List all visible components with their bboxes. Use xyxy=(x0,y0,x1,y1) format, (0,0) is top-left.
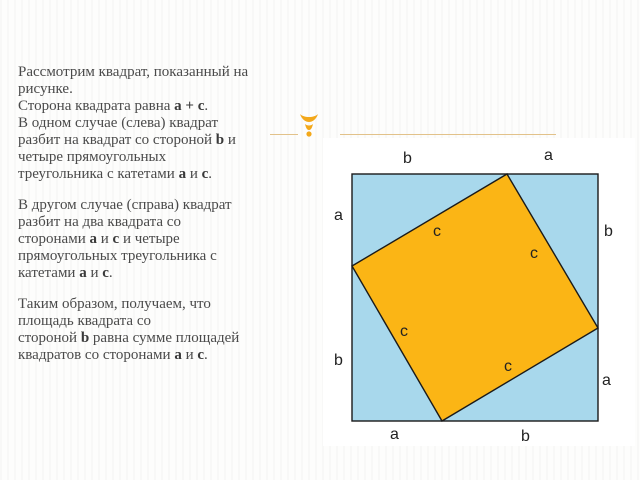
bold-term: c xyxy=(112,231,120,247)
text-run: . xyxy=(204,347,208,363)
text-line xyxy=(18,115,318,132)
bold-term: c xyxy=(102,265,109,281)
text-run: сторонами xyxy=(18,231,90,247)
text-run: и xyxy=(186,166,202,182)
label-bottom-b: b xyxy=(521,428,530,445)
text-run: . xyxy=(208,166,213,182)
text-run: разбит на квадрат со стороной xyxy=(18,132,216,148)
text-run: и xyxy=(96,231,113,247)
text-line xyxy=(18,347,318,364)
text-run: стороной xyxy=(18,330,81,346)
text-run: площадь квадрата со xyxy=(18,313,151,329)
text-run: Сторона квадрата равна xyxy=(18,98,175,114)
text-run: В одном случае (слева) квадрат xyxy=(18,115,219,131)
text-run: . xyxy=(204,98,209,114)
text-run: Таким образом, получаем, что xyxy=(18,296,211,312)
text-line xyxy=(18,64,318,81)
text-run: катетами xyxy=(18,265,80,281)
bold-term: c xyxy=(201,166,209,182)
label-bottom-a: a xyxy=(390,426,399,443)
label-left-b: b xyxy=(334,352,343,369)
text-line xyxy=(18,149,318,166)
text-run: рисунке. xyxy=(18,81,73,97)
text-run: квадратов со сторонами xyxy=(18,347,175,363)
label-right-b: b xyxy=(604,223,613,240)
bold-term: c xyxy=(197,347,205,363)
label-top-a: a xyxy=(544,147,553,164)
label-right-a: a xyxy=(602,372,611,389)
text-run: В другом случае (справа) квадрат xyxy=(18,197,232,213)
text-run: разбит на два квадрата со xyxy=(18,214,181,230)
text-line xyxy=(18,265,318,282)
label-inner-c1: c xyxy=(433,223,441,240)
text-run: и xyxy=(181,347,198,363)
label-top-b: b xyxy=(403,150,412,167)
text-run: и xyxy=(86,265,103,281)
label-left-a: a xyxy=(334,207,343,224)
text-line xyxy=(18,248,318,265)
text-line xyxy=(18,98,318,115)
paragraph-3 xyxy=(18,296,318,364)
bold-term: a + c xyxy=(174,98,205,114)
bold-term: a xyxy=(89,231,97,247)
text-run: четыре прямоугольных xyxy=(18,149,167,165)
text-run: треугольника с катетами xyxy=(18,166,179,182)
text-run: и xyxy=(224,132,236,148)
title-divider xyxy=(340,134,556,135)
text-run: . xyxy=(108,265,113,281)
label-inner-c4: c xyxy=(504,358,512,375)
text-run: и четыре xyxy=(119,231,180,247)
bold-term: a xyxy=(178,166,187,182)
text-run: Рассмотрим квадрат, показанный на xyxy=(18,64,249,80)
text-line xyxy=(18,197,318,214)
text-run: прямоугольных треугольника с xyxy=(18,248,217,264)
text-line xyxy=(18,330,318,347)
text-line xyxy=(18,166,318,183)
text-run: равна сумме площадей xyxy=(89,330,240,346)
paragraph-1 xyxy=(18,64,318,183)
bold-term: a xyxy=(174,347,182,363)
label-inner-c2: c xyxy=(530,245,538,262)
bold-term: a xyxy=(79,265,87,281)
text-line xyxy=(18,214,318,231)
paragraph-2 xyxy=(18,197,318,282)
label-inner-c3: c xyxy=(400,323,408,340)
ornament-icon xyxy=(298,112,320,138)
bold-term: b xyxy=(80,330,90,346)
text-line xyxy=(18,313,318,330)
bold-term: b xyxy=(215,132,225,148)
title-divider-left xyxy=(270,134,298,135)
text-line xyxy=(18,296,318,313)
text-line xyxy=(18,81,318,98)
text-line xyxy=(18,231,318,248)
pythagoras-figure xyxy=(323,138,635,446)
body-text xyxy=(18,64,318,364)
